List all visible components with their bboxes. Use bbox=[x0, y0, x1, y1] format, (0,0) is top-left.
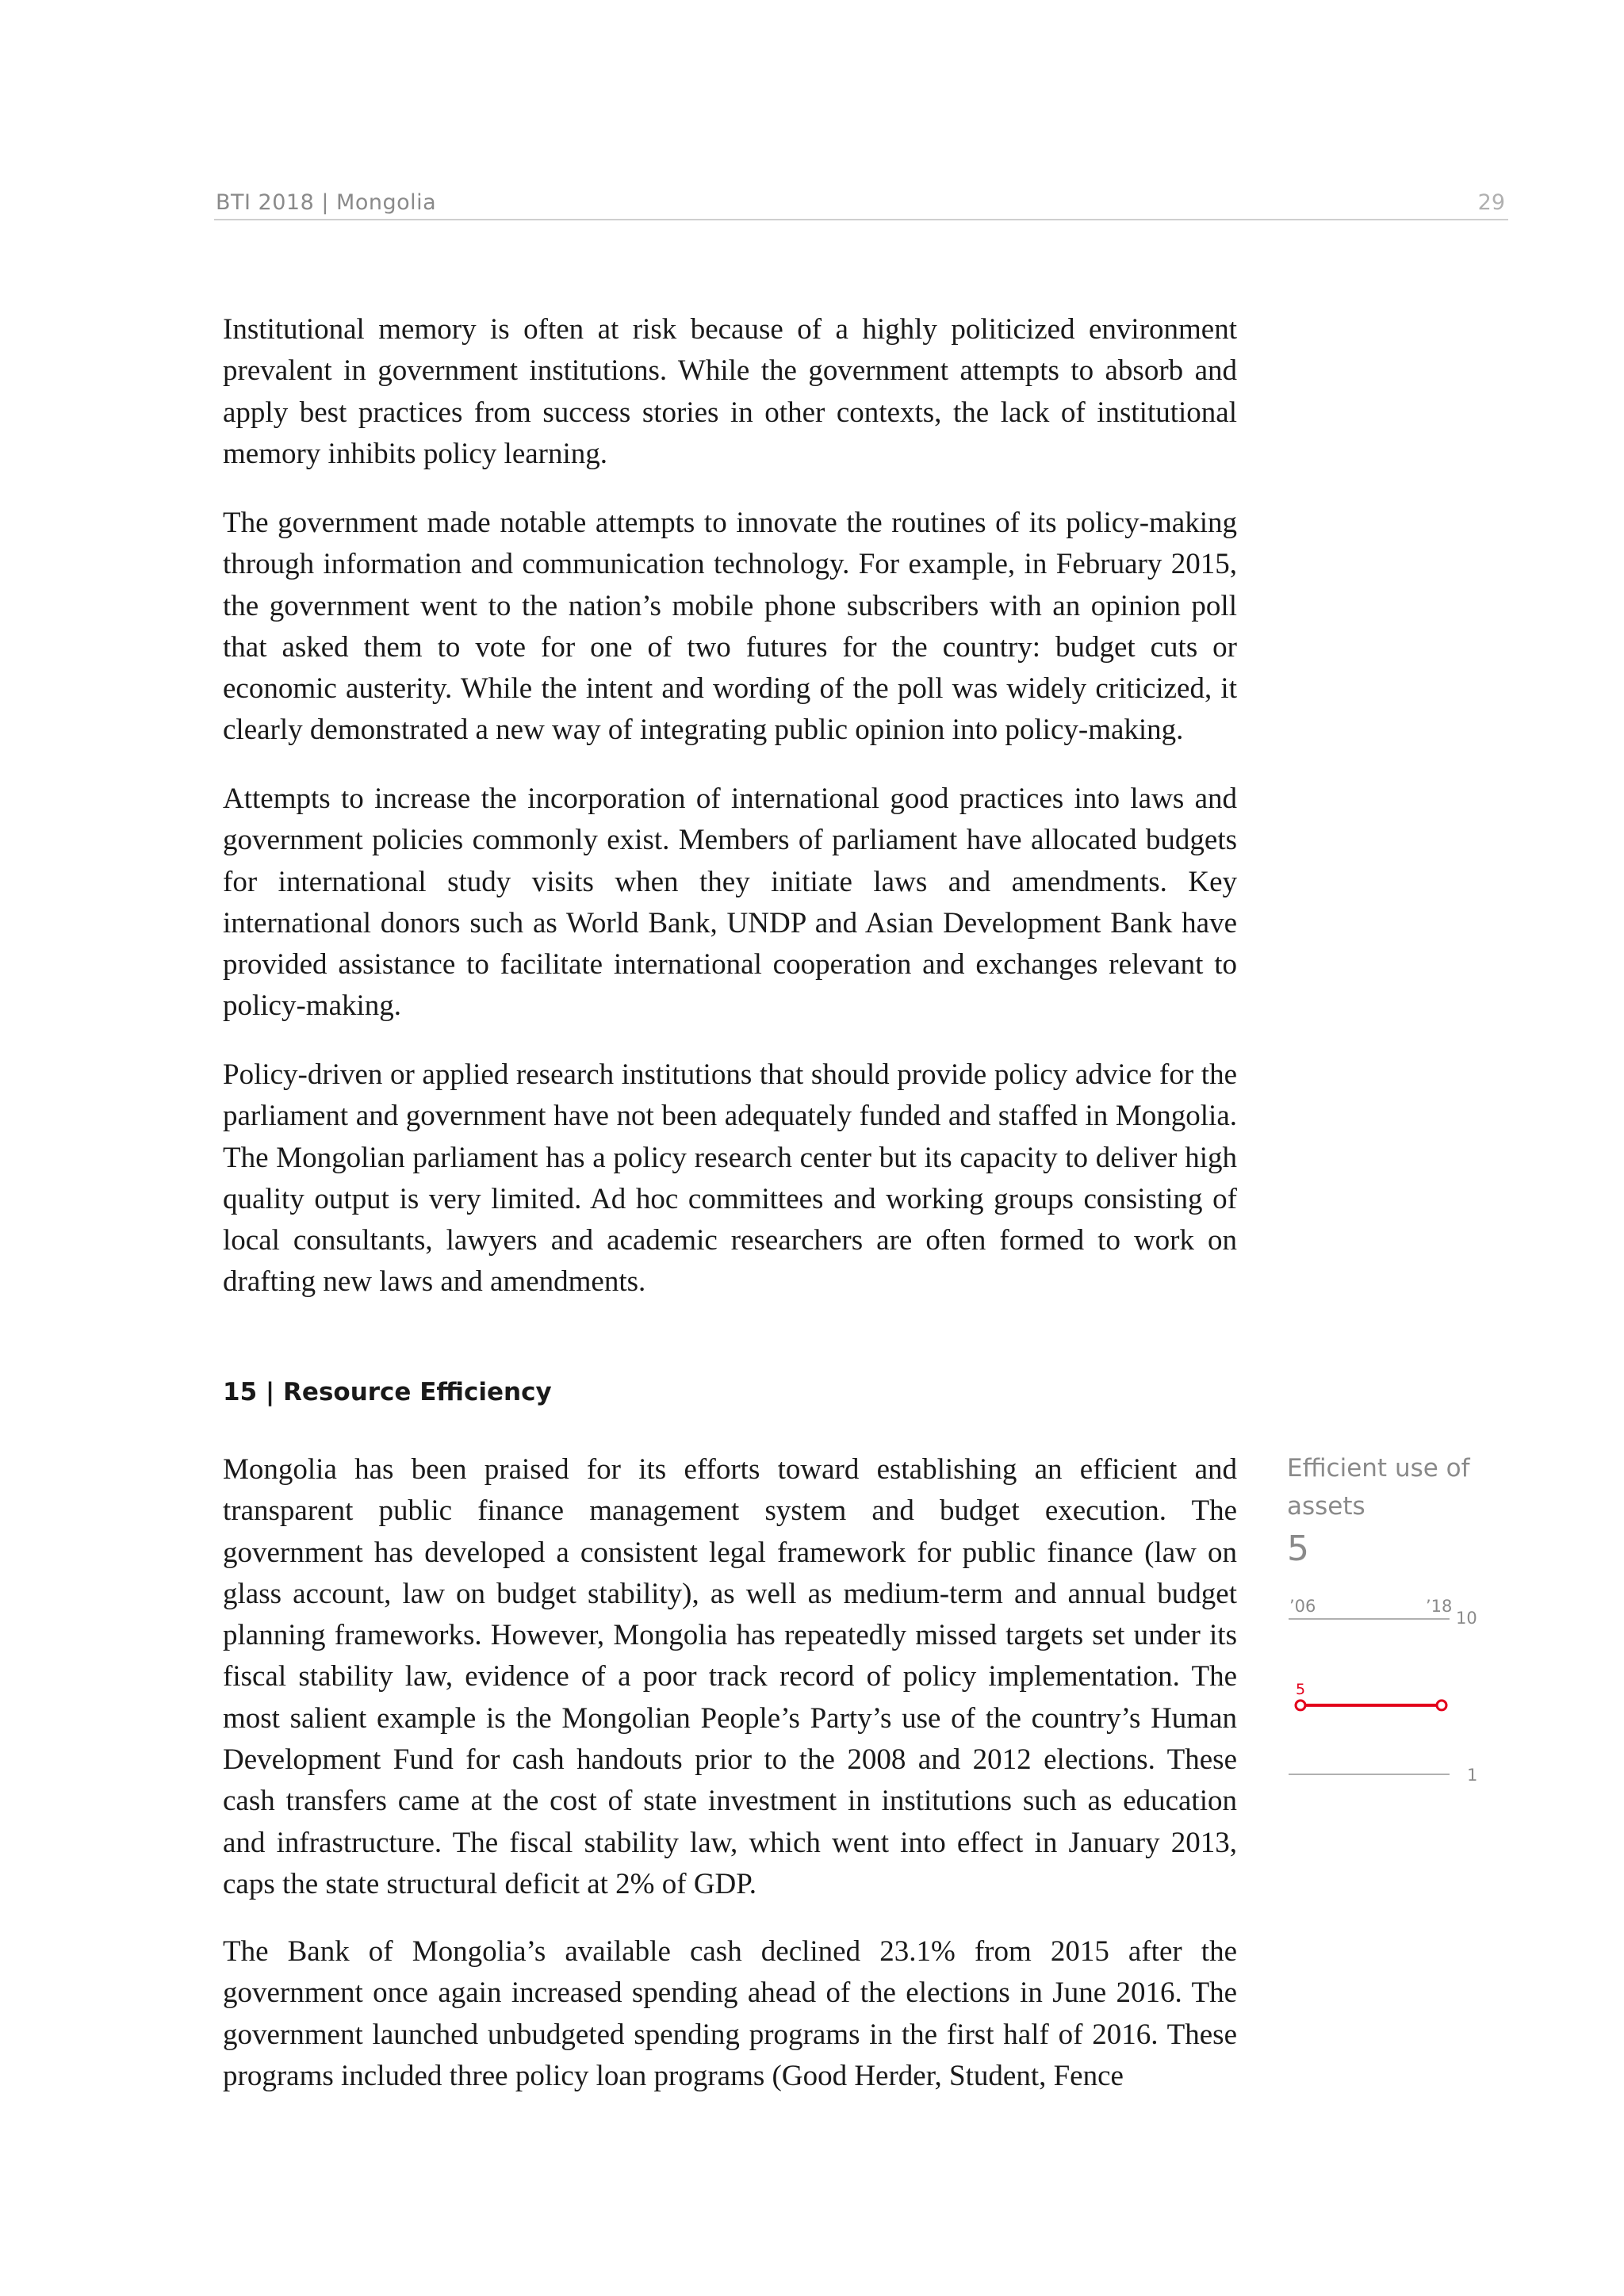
paragraph-bank-of-mongolia: The Bank of Mongolia’s available cash declined 23.1% from 2015 after the government once again increased spending ahead of the elections in June 2016. The government launched unbudgeted spending programs in the first half of 2016. These programs included three policy loan programs (Good Herder, Student, Fence bbox=[223, 1935, 1237, 2092]
score-trend-chart bbox=[1269, 1586, 1507, 1792]
indicator-label: Efficient use of assets bbox=[1287, 1454, 1470, 1521]
data-point-2018 bbox=[1437, 1701, 1446, 1710]
y-min-label: 1 bbox=[1467, 1766, 1478, 1785]
paragraph-research-institutions: Policy-driven or applied research institutions that should provide policy advice for the parliament and government have not been adequately funded and staffed in Mongolia. The Mongolian parliament has a policy research center but its capacity to deliver high quality output is very limited. Ad hoc committees and working groups consisting of local consultants, lawyers and academic researchers are often formed to work on drafting new laws and amendments. bbox=[223, 1058, 1237, 1299]
indicator-score: 5 bbox=[1287, 1529, 1309, 1569]
page-number: 29 bbox=[1477, 190, 1505, 215]
x-start-label: ’06 bbox=[1289, 1597, 1316, 1616]
data-value-label: 5 bbox=[1296, 1680, 1306, 1698]
section-heading: 15 | Resource Efficiency bbox=[223, 1378, 552, 1406]
paragraph-ict-innovation: The government made notable attempts to innovate the routines of its policy-making through information and communication technology. For example, in February 2015, the government went to the nation’s mobile phone subscribers with an opinion poll that asked them to vote for one of two futures for the country: budget cuts or economic austerity. While the intent and wording of the poll was widely criticized, it clearly demonstrated a new way of integrating public opinion into policy-making. bbox=[223, 507, 1237, 747]
paragraph-institutional-memory: Institutional memory is often at risk because of a highly politicized environment prevalent in government institutions. While the government attempts to absorb and apply best practices from success stories in other contexts, the lack of institutional memory inhibits policy learning. bbox=[223, 313, 1237, 470]
header-divider bbox=[214, 219, 1508, 220]
x-end-label: ’18 bbox=[1426, 1597, 1453, 1616]
data-point-2006 bbox=[1296, 1701, 1305, 1710]
paragraph-public-finance: Mongolia has been praised for its efforts toward establishing an efficient and transparent public finance management system and budget execution. The government has developed a consistent legal framework for public finance (law on glass account, law on budget stability), as well as medium-term and annual budget planning frameworks. However, Mongolia has repeatedly missed targets set under its fiscal stability law, evidence of a poor track record of policy implementation. The most salient example is the Mongolian People’s Party’s use of the country’s Human Development Fund for cash handouts prior to the 2008 and 2012 elections. These cash transfers came at the cost of state investment in institutions such as education and infrastructure. The fiscal stability law, which went into effect in January 2013, caps the state structural deficit at 2% of GDP. bbox=[223, 1453, 1237, 1900]
running-header: BTI 2018 | Mongolia bbox=[216, 190, 437, 215]
paragraph-international-practices: Attempts to increase the incorporation of international good practices into laws and government policies commonly exist. Members of parliament have allocated budgets for international study visits when they initiate laws and amendments. Key international donors such as World Bank, UNDP and Asian Development Bank have provided assistance to facilitate international cooperation and exchanges relevant to policy-making. bbox=[223, 783, 1237, 1023]
y-max-label: 10 bbox=[1456, 1609, 1477, 1628]
